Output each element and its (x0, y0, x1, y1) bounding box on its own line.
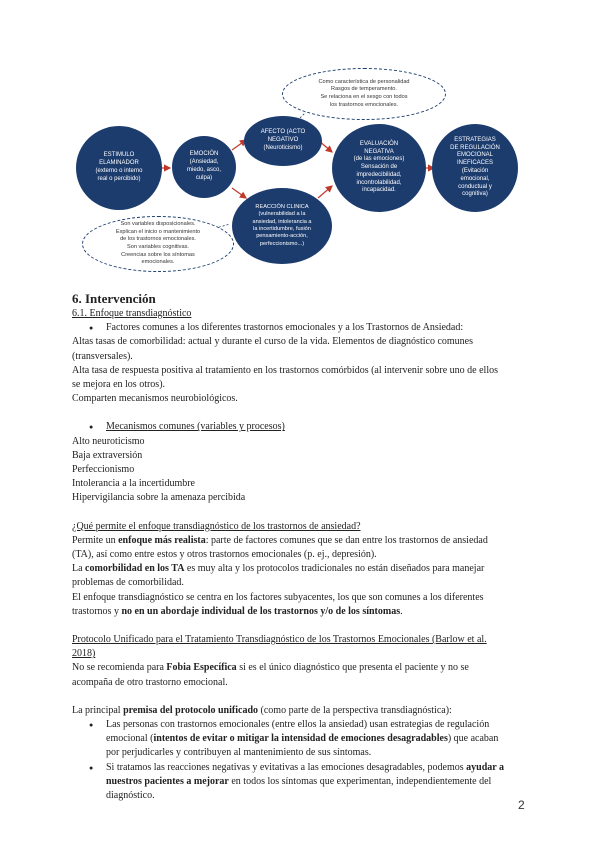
mechanism-item: Intolerancia a la incertidumbre (72, 478, 195, 490)
mechanisms-heading: Mecanismos comunes (variables y procesos) (106, 421, 285, 433)
paragraph-realistic-cont: (TA), así como entre estos y otros trastornos emocionales (p. ej., depresión). (72, 549, 377, 561)
note-personality: Como característica de personalidad Rasgos de temperamento. Se relaciona en el sesgo con todos los trastornos emocionales. (282, 68, 446, 120)
paragraph-phobia-cont: acompaña de otro trastorno emocional. (72, 676, 228, 688)
emotional-model-diagram (0, 0, 600, 290)
paragraph-phobia: No se recomienda para Fobia Específica si es el único diagnóstico que presenta el paciente y no se (72, 662, 469, 674)
node-regulation-strategies: ESTRATEGIAS DE REGULACIÓN EMOCIONAL INEFICACES (Evitación emocional, conductual y cognitiva) (432, 124, 518, 212)
bullet-common-factors: ● Factores comunes a los diferentes trastornos emocionales y a los Trastornos de Ansiedad: (106, 321, 532, 335)
line-improve: se mejora en los otros). (72, 379, 166, 391)
premise-bullet-2: ● Si tratamos las reacciones negativas y evitativas a las emociones desagradables, podemos ayudar a nuestros pacientes a mejorar en todos los síntomas que experimentan, independientemente del diagnóstico. (106, 761, 532, 804)
node-clinical-reaction: REACCIÓN CLINICA (vulnerabilidad a la ansiedad, intolerancia a la incertidumbre, fusión pensamiento-acción, perfeccionismo...) (232, 188, 332, 264)
premise-list (72, 718, 532, 803)
node-negative-evaluation: EVALUACIÓN NEGATIVA (de las emociones) Sensación de impredecibilidad, incontrolabilidad, incapacidad. (332, 124, 426, 212)
arrow-emotion-reaction (232, 188, 246, 198)
paragraph-premise: La principal premisa del protocolo unificado (como parte de la perspectiva transdiagnóstica): (72, 704, 452, 716)
question-heading: ¿Qué permite el enfoque transdiagnóstico de los trastornos de ansiedad? (72, 520, 361, 532)
section-title: 6. Intervención (72, 291, 156, 306)
protocol-title-year: 2018) (72, 648, 96, 660)
premise-bullet-1: ● Las personas con trastornos emocionales (entre ellos la ansiedad) usan estrategias de regulación emocional (intentos de evitar o mitigar la intensidad de emociones desagradables) que acaban por perjudicarles y contribuyen al mantenimiento de sus síntomas. (106, 718, 532, 761)
arrow-reaction-evaluation (318, 186, 332, 198)
protocol-title: Protocolo Unificado para el Tratamiento Transdiagnóstico de los Trastornos Emocionales (Barlow et al. (72, 634, 487, 646)
line-neurobiological: Comparten mecanismos neurobiológicos. (72, 393, 238, 405)
section-subtitle: 6.1. Enfoque transdiagnóstico (72, 308, 192, 319)
paragraph-realistic: Permite un enfoque más realista: parte de factores comunes que se dan entre los trastornos de ansiedad (72, 534, 488, 546)
paragraph-focus: El enfoque transdiagnóstico se centra en los factores subyacentes, los que son comunes a los diferentes (72, 591, 484, 603)
mechanism-item: Baja extraversión (72, 449, 143, 461)
node-emotion: EMOCIÓN (Ansiedad, miedo, asco, culpa) (172, 136, 236, 198)
page-number: 2 (518, 798, 525, 812)
factors-list (72, 321, 532, 335)
mechanism-item: Perfeccionismo (72, 464, 135, 476)
mechanism-item: Hipervigilancia sobre la amenaza percibida (72, 492, 246, 504)
paragraph-comorbidity: La comorbilidad en los TA es muy alta y los protocolos tradicionales no están diseñados para manejar (72, 563, 485, 575)
document-body (72, 291, 532, 803)
node-stimulus: ESTIMULO ELAMINADOR (externo o interno real o percibido) (76, 126, 162, 210)
line-transversal: (transversales). (72, 350, 133, 362)
paragraph-focus-cont: trastornos y no en un abordaje individual de los trastornos y/o de los síntomas. (72, 605, 403, 617)
mechanisms-list (72, 420, 532, 434)
mechanism-item: Alto neuroticismo (72, 435, 145, 447)
bullet-mechanisms (106, 420, 532, 434)
paragraph-comorbidity-cont: problemas de comorbilidad. (72, 577, 184, 589)
node-negative-affect: AFECTO (ACTO NEGATIVO (Neuroticismo) (244, 116, 322, 166)
note-dispositional: Son variables disposicionales. Explican el inicio o mantenimiento de los trastornos emocionales. Son variables cognitivas. Creencias sobre los síntomas emocionales. (82, 216, 234, 272)
line-comorbidity: Altas tasas de comorbilidad: actual y durante el curso de la vida. Elementos de diagnóstico comunes (72, 336, 473, 348)
line-response: Alta tasa de respuesta positiva al tratamiento en los trastornos comórbidos (al intervenir sobre uno de ellos (72, 364, 498, 376)
